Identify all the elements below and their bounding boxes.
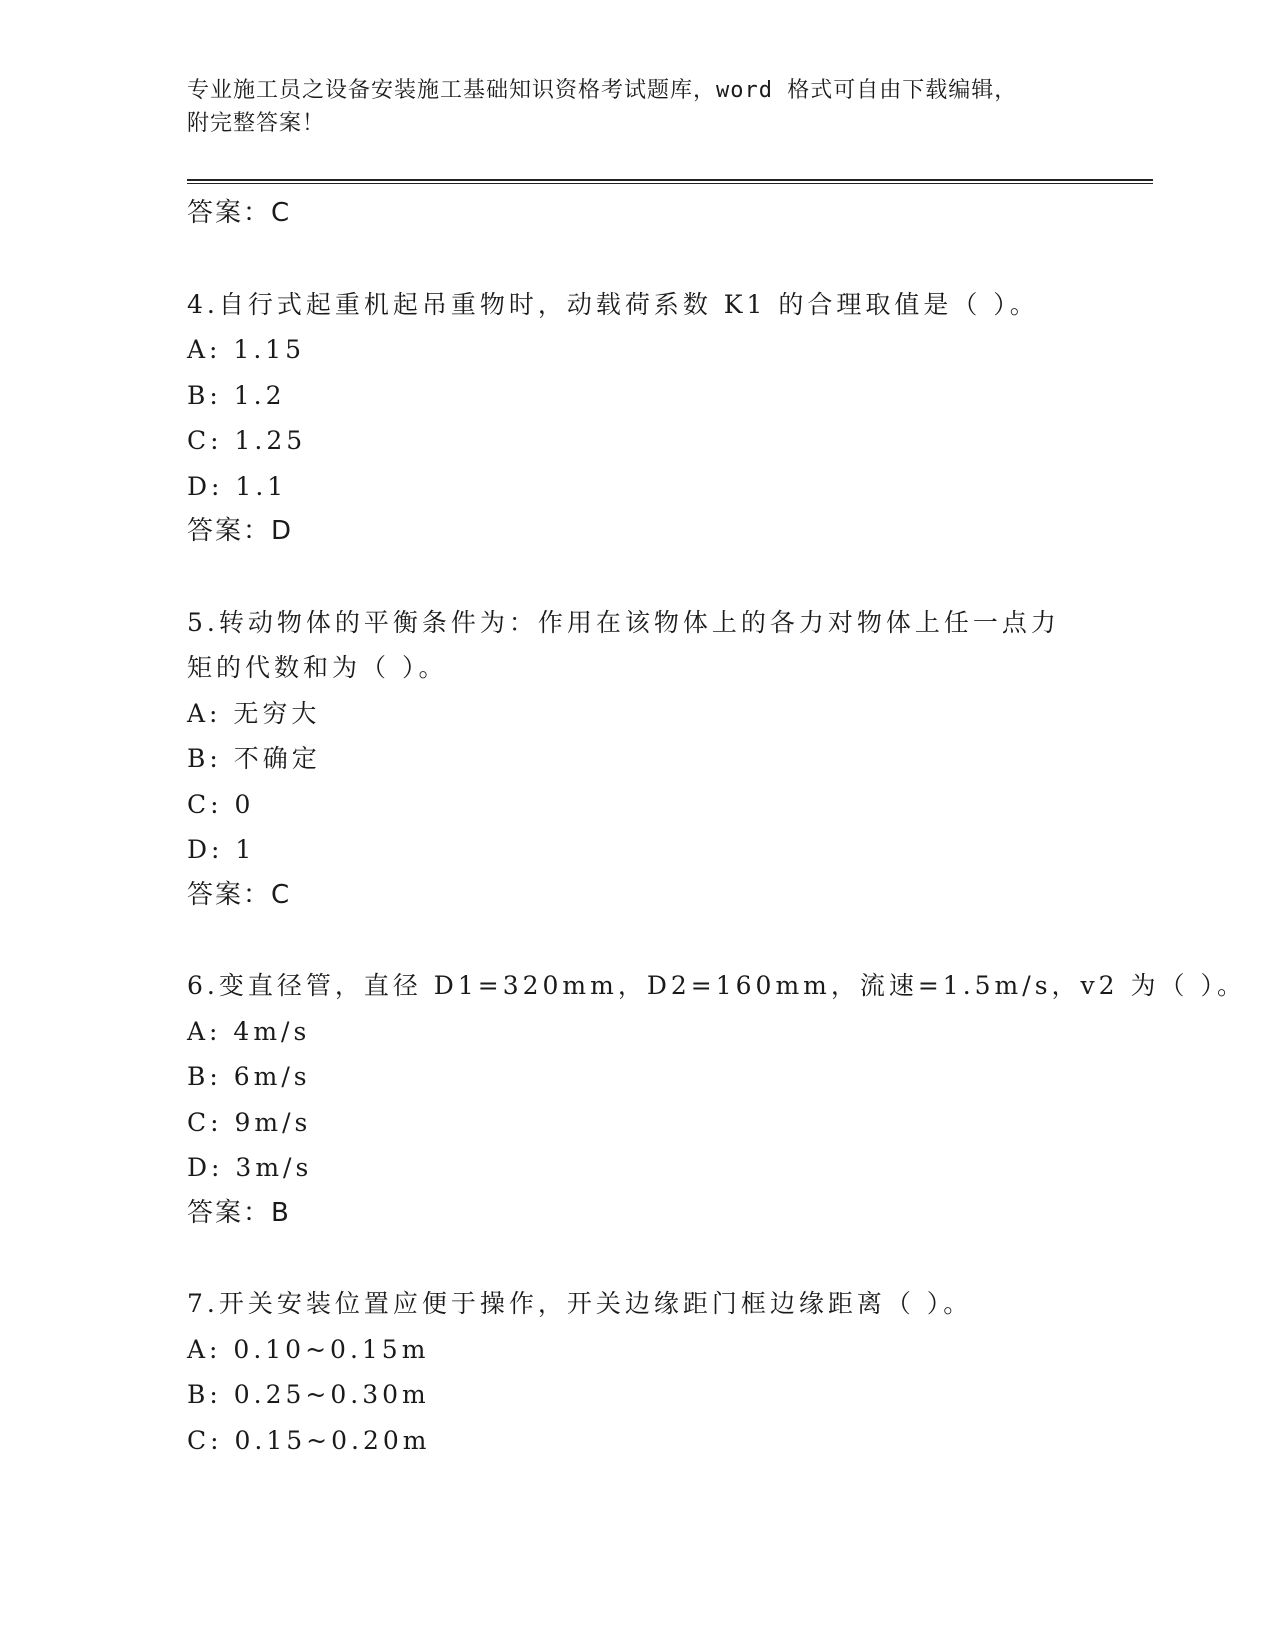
answer: 答案：D xyxy=(187,516,294,546)
spacer xyxy=(187,918,1087,963)
answer: 答案：B xyxy=(187,1197,291,1228)
option-a: A: 1.15 xyxy=(187,335,306,364)
header-divider-thin xyxy=(187,183,1153,184)
option-a: A: 无穷大 xyxy=(187,698,321,728)
question-block xyxy=(187,963,1246,1236)
answer: 答案：C xyxy=(187,879,292,910)
question-list xyxy=(187,191,1246,1463)
header-divider-thick xyxy=(187,179,1153,181)
spacer xyxy=(187,237,1087,282)
option-c: C: 9m/s xyxy=(187,1107,312,1137)
option-d: D: 1 xyxy=(187,835,256,864)
option-b: B: 0.25~0.30m xyxy=(187,1380,430,1409)
question-stem-continued: 矩的代数和为（ ）。 xyxy=(187,653,448,682)
option-d: D: 3m/s xyxy=(187,1153,313,1182)
header-line-1: 专业施工员之设备安装施工基础知识资格考试题库，word 格式可自由下载编辑， xyxy=(187,78,1018,103)
option-c: C: 1.25 xyxy=(187,426,307,455)
question-block xyxy=(187,600,1087,919)
option-b: B: 不确定 xyxy=(187,744,321,773)
question-stem: 5.转动物体的平衡条件为：作用在该物体上的各力对物体上任一点力 xyxy=(187,607,1060,637)
previous-answer: 答案：C xyxy=(187,198,292,228)
question-block xyxy=(187,282,1087,555)
option-c: C: 0 xyxy=(187,789,255,819)
option-d: D: 1.1 xyxy=(187,471,288,501)
spacer xyxy=(187,1236,1087,1281)
option-b: B: 6m/s xyxy=(187,1062,311,1091)
option-a: A: 4m/s xyxy=(187,1016,311,1046)
option-b: B: 1.2 xyxy=(187,380,286,410)
question-stem: 4.自行式起重机起吊重物时，动载荷系数 K1 的合理取值是（ ）。 xyxy=(187,289,1039,319)
header-line-2: 附完整答案！ xyxy=(187,111,326,136)
question-stem: 7.开关安装位置应便于操作，开关边缘距门框边缘距离（ ）。 xyxy=(187,1289,973,1318)
document-header xyxy=(187,74,1067,140)
spacer xyxy=(187,555,1087,600)
question-block xyxy=(187,1281,1087,1463)
option-c: C: 0.15~0.20m xyxy=(187,1425,431,1455)
option-a: A: 0.10~0.15m xyxy=(187,1334,430,1364)
question-stem: 6.变直径管，直径 D1=320mm，D2=160mm，流速=1.5m/s，v2 为（ ）。 xyxy=(187,971,1246,1000)
